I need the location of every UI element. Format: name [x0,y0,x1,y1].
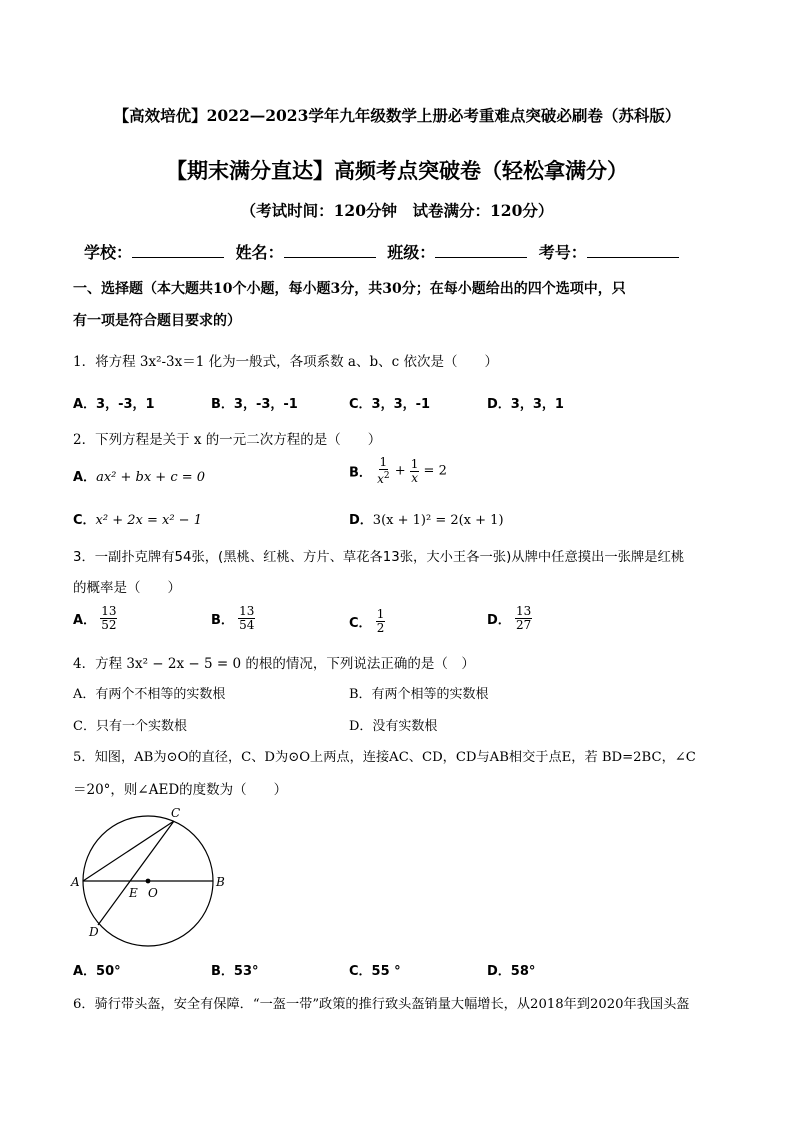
class-label: 班级： [387,243,436,262]
q3-option-c: C． $\frac{1}{2}$ [349,607,385,635]
q3-stem-line2: 的概率是（ ） [73,580,181,596]
label-b: B [216,875,225,889]
q5-option-b: B．53° [211,964,259,979]
label-o: O [148,886,158,900]
q1-stem: 1．将方程 3x²-3x＝1 化为一般式，各项系数 a、b、c 依次是（ ） [73,354,498,370]
section1-line2: 有一项是符合题目要求的） [73,313,241,329]
series-header: 【高效培优】2022—2023学年九年级数学上册必考重难点突破必刷卷（苏科版） [113,106,681,125]
label-e: E [129,886,138,900]
q5-option-a: A．50° [73,964,121,979]
q2-a-expr: ax² + bx + c = 0 [96,470,206,485]
label-c: C [171,806,181,820]
q2-b-frac2: $\frac{1}{x}$ [410,456,419,485]
q5-stem-line2: ＝20°，则∠AED的度数为（ ） [73,782,288,798]
q5-option-d: D．58° [487,964,536,979]
center-o-dot [146,879,151,884]
class-blank [435,243,527,258]
q2-option-b: B． $\frac{1}{x^2}$ + $\frac{1}{x}$ = 2 [349,455,447,486]
q4-option-a: A．有两个不相等的实数根 [73,687,226,702]
number-blank [587,243,679,258]
q2-c-expr: x² + 2x = x² − 1 [95,513,202,528]
q4-option-c: C．只有一个实数根 [73,719,187,734]
exam-subtitle: （考试时间：120分钟 试卷满分：120分） [240,201,554,220]
label-a: A [71,875,80,889]
school-blank [132,243,224,258]
label-d: D [89,925,99,939]
q3-option-b: B． $\frac{13}{54}$ [211,604,255,632]
student-info-line [84,240,685,263]
q4-stem: 4．方程 3x² − 2x − 5 = 0 的根的情况，下列说法正确的是（ ） [73,656,475,672]
q6-stem-line1: 6．骑行带头盔，安全有保障．“一盔一带”政策的推行致头盔销量大幅增长，从2018年到2020年我国头盔 [73,997,690,1012]
section1-line1: 一、选择题（本大题共10个小题，每小题3分，共30分；在每小题给出的四个选项中，只 [73,281,626,297]
q1-option-c: C．3，3，-1 [349,397,431,412]
q2-b-frac1: $\frac{1}{x^2}$ [377,455,390,486]
school-label: 学校： [84,243,133,262]
q2-option-d: D．3(x + 1)² = 2(x + 1) [349,513,504,528]
q5-option-c: C．55 ° [349,964,401,979]
name-blank [284,243,376,258]
q4-option-b: B．有两个相等的实数根 [349,687,489,702]
q1-option-a: A．3，-3，1 [73,397,155,412]
q2-stem: 2．下列方程是关于 x 的一元二次方程的是（ ） [73,432,382,448]
q1-option-d: D．3，3，1 [487,397,564,412]
q2-option-c: C．x² + 2x = x² − 1 [73,513,202,528]
q1-option-b: B．3，-3，-1 [211,397,298,412]
q5-circle-figure [60,803,240,953]
q2-option-a: A．ax² + bx + c = 0 [73,470,206,485]
number-label: 考号： [538,243,587,262]
q4-option-d: D．没有实数根 [349,719,438,734]
exam-title: 【期末满分直达】高频考点突破卷（轻松拿满分） [166,159,628,183]
q3-option-a: A． $\frac{13}{52}$ [73,604,117,632]
chord-cd [98,821,174,925]
q2-d-expr: 3(x + 1)² = 2(x + 1) [372,513,504,528]
q3-option-d: D． $\frac{13}{27}$ [487,604,532,632]
q5-stem-line1: 5．知图，AB为⊙O的直径，C、D为⊙O上两点，连接AC、CD，CD与AB相交于点E，若 BD=2BC，∠C [73,750,696,765]
name-label: 姓名： [235,243,284,262]
chord-ac [83,821,174,881]
q3-stem-line1: 3．一副扑克牌有54张，(黑桃、红桃、方片、草花各13张，大小王各一张)从牌中任意摸出一张牌是红桃 [73,550,685,565]
